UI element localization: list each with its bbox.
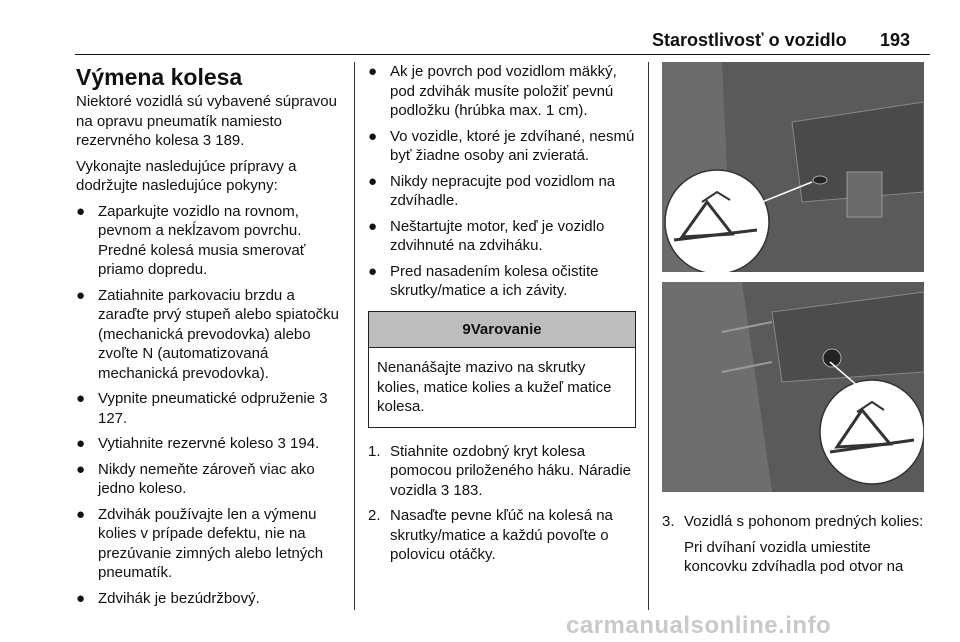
warning-title: Varovanie [470, 320, 542, 338]
steps-list [662, 512, 932, 577]
warning-header [369, 312, 635, 349]
step-number: 2. [368, 507, 381, 524]
bullet-icon: ● [368, 262, 378, 280]
section-title: Starostlivosť o vozidlo [652, 30, 847, 50]
bullet-icon: ● [76, 435, 86, 452]
bullet-icon: ● [368, 217, 378, 235]
column-divider [648, 62, 649, 610]
list-item-text: Neštartujte motor, keď je vozidlo zdvihnuté na zdviháku. [390, 217, 605, 254]
prep-paragraph: Vykonajte nasledujúce prípravy a dodržujte nasledujúce pokyny: [76, 157, 297, 194]
step-number: 1. [368, 442, 381, 460]
step-item [368, 442, 636, 501]
bullet-icon: ● [76, 286, 86, 304]
warning-icon: 9 [462, 320, 471, 338]
bullet-icon: ● [76, 202, 86, 220]
bullet-icon: ● [76, 390, 86, 407]
intro-paragraph: Niektoré vozidlá sú vybavené súpravou na opravu pneumatík namiesto rezervného kolesa 3 189. [76, 93, 337, 149]
list-item [368, 62, 636, 121]
preparation-list [76, 202, 344, 609]
bullet-icon: ● [368, 63, 378, 80]
page-header [0, 0, 960, 52]
column-2 [368, 62, 636, 571]
list-item [368, 217, 636, 256]
list-item [368, 172, 636, 211]
list-item-text: Vo vozidle, ktoré je zdvíhané, nesmú byť žiadne osoby ani zvieratá. [390, 127, 635, 164]
step-text: Vozidlá s pohonom predných kolies: [684, 513, 924, 530]
safety-list [368, 62, 636, 301]
list-item-text: Ak je povrch pod vozidlom mäkký, pod zdvihák musíte položiť pevnú podložku (hrúbka max. 1 cm). [390, 63, 617, 119]
step-text: Nasaďte pevne kľúč na kolesá na skrutky/matice a každú povoľte o polovicu otáčky. [390, 507, 613, 563]
list-item [368, 127, 636, 166]
list-item-text: Zdvihák je bezúdržbový. [98, 589, 260, 607]
jack-position-figure-1 [662, 62, 924, 272]
step-item [662, 512, 932, 577]
bullet-icon: ● [76, 460, 86, 478]
list-item-text: Zdvihák používajte len a výmenu kolies v prípade defektu, nie na prezúvanie zimných alebo letných pneumatík. [98, 505, 324, 581]
list-item-text: Zatiahnite parkovaciu brzdu a zaraďte prvý stupeň alebo spiatočku (mechanická prevodovka) alebo zvoľte N (automatizovaná mechanická prevodovka). [98, 286, 340, 382]
list-item [76, 434, 344, 454]
bullet-icon: ● [76, 589, 86, 607]
list-item [76, 389, 344, 428]
jack-position-figure-2 [662, 282, 924, 492]
list-item [368, 262, 636, 301]
list-item-text: Zaparkujte vozidlo na rovnom, pevnom a nekĺzavom povrchu. Predné kolesá musia smerovať priamo dopredu. [98, 202, 306, 278]
watermark: carmanualsonline.info [566, 612, 832, 639]
list-item-text: Nikdy nepracujte pod vozidlom na zdvíhadle. [390, 172, 616, 209]
list-item [76, 589, 344, 609]
list-item-text: Pred nasadením kolesa očistite skrutky/matice a ich závity. [390, 262, 599, 299]
bullet-icon: ● [76, 505, 86, 523]
list-item [76, 202, 344, 280]
steps-list [368, 442, 636, 565]
column-1 [76, 62, 344, 614]
header-rule [75, 54, 930, 55]
list-item [76, 460, 344, 499]
step-number: 3. [662, 513, 675, 530]
list-item-text: Nikdy nemeňte zároveň viac ako jedno koleso. [98, 460, 315, 497]
section-heading: Výmena kolesa [76, 64, 243, 90]
list-item-text: Vypnite pneumatické odpruženie 3 127. [98, 390, 328, 427]
column-divider [354, 62, 355, 610]
bullet-icon: ● [368, 172, 378, 190]
page-number: 193 [880, 30, 911, 50]
column-3 [662, 62, 932, 583]
step-item [368, 506, 636, 565]
warning-text: Nenanášajte mazivo na skrutky kolies, matice kolies a kužeľ matice kolesa. [377, 359, 612, 415]
list-item-text: Vytiahnite rezervné koleso 3 194. [98, 435, 320, 452]
warning-box [368, 311, 636, 428]
step-text: Stiahnite ozdobný kryt kolesa pomocou priloženého háku. Náradie vozidla 3 183. [390, 442, 631, 499]
list-item [76, 505, 344, 583]
step-subtext: Pri dvíhaní vozidla umiestite koncovku zdvíhadla pod otvor na [684, 538, 904, 575]
list-item [76, 286, 344, 384]
bullet-icon: ● [368, 127, 378, 145]
